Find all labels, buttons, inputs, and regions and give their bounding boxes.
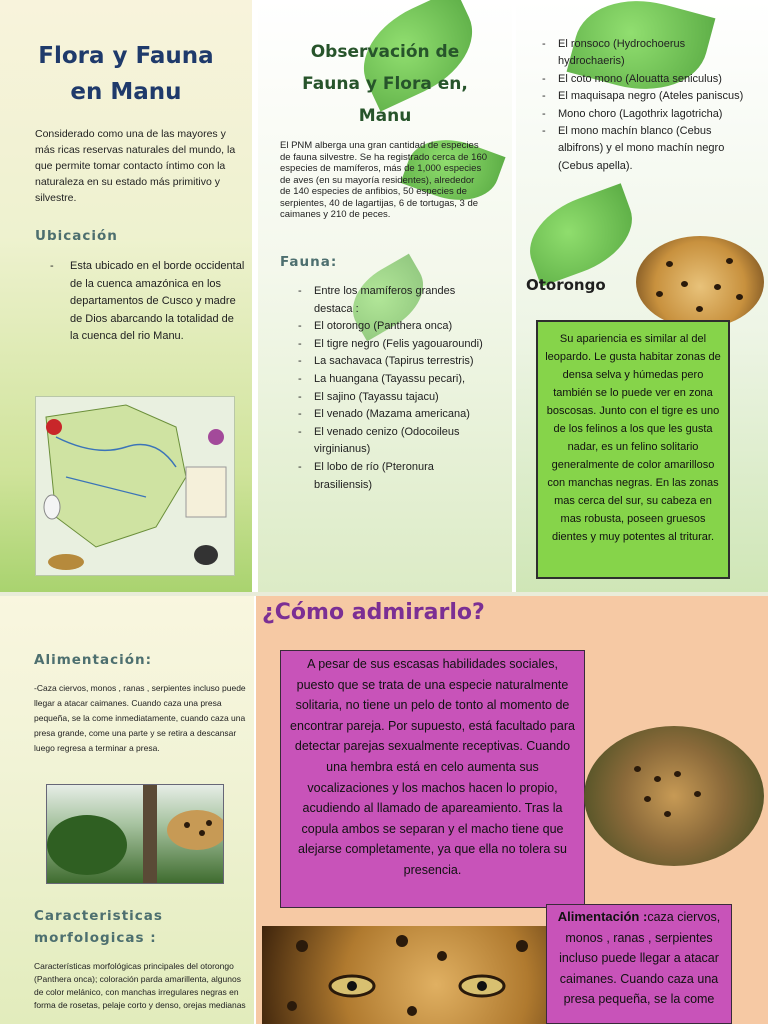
list-item: - El lobo de río (Pteronura brasiliensis) (296, 459, 486, 494)
list-item: - El mono machín blanco (Cebus albifrons) y el mono machín negro (Cebus apella). (540, 123, 745, 175)
jaguar-face-image (636, 236, 764, 328)
jaguar-with-prey-image (584, 726, 764, 866)
list-item: - Esta ubicado en el borde occidental de la cuenca amazónica en los departamentos de Cusco y madre de Dios abarcando la totalidad de la cuenca del rio Manu. (50, 258, 245, 346)
alimentacion-box-text: caza ciervos, monos , ranas , serpientes incluso puede llegar a atacar caimanes. Cuando caza una presa pequeña, se la come (559, 910, 721, 1007)
fauna-list (296, 283, 486, 494)
mammal-list (540, 36, 745, 175)
alimentacion-label: Alimentación : (557, 909, 648, 924)
observacion-title (258, 36, 512, 132)
list-item: - La sachavaca (Tapirus terrestris) (296, 353, 486, 371)
pnm-text: El PNM alberga una gran cantidad de especies de fauna silvestre. Se ha registrado cerca de 160 especies de mamíferos, más de 1,000 especies de aves (en su mayoría residentes), alrededor de 140 especies de anfibios, 50 especies de serpientes, 40 de lagartijas, 6 de tortugas, 3 de caimanes y 210 de peces. (280, 140, 488, 220)
list-item: - Mono choro (Lagothrix lagotricha) (540, 106, 745, 123)
leaf-decoration (517, 183, 644, 286)
como-admirarlo-heading: ¿Cómo admirarlo? (262, 600, 485, 625)
heading-line: morfologicas : (34, 930, 157, 946)
mating-description-box: A pesar de sus escasas habilidades sociales, puesto que se trata de una especie naturalmente solitaria, no tiene un pelo de tonto al momento de encontrar pareja. Por supuesto, está facultado para detectar parejas sexualmente receptivas. Cuando una hembra está en celo aumenta sus vocalizaciones y los machos hacen lo propio, acudiendo al llamado de apareamiento. Tras la copula ambos se separan y el macho tiene que alejarse completamente, ya que ella no tolera su presencia. (280, 650, 585, 908)
ubicacion-heading: Ubicación (35, 228, 118, 244)
ubicacion-list (50, 258, 245, 346)
list-item: - La huangana (Tayassu pecari), (296, 371, 486, 389)
list-item: - El venado (Mazama americana) (296, 406, 486, 424)
title-line: en Manu (70, 79, 182, 105)
title-line: Observación de (310, 42, 460, 62)
alimentacion-heading: Alimentación: (34, 652, 153, 668)
alimentacion-text: -Caza ciervos, monos , ranas , serpientes incluso puede llegar a atacar caimanes. Cuando caza una presa pequeña, se la come inmediatamente, cuando caza una presa grande, come una parte y se retira a descansar luego regresa a terminar a presa. (34, 683, 246, 753)
heading-line: Caracteristicas (34, 908, 163, 924)
title-line: Manu (358, 106, 412, 126)
list-item: - El ronsoco (Hydrochoerus hydrochaeris) (540, 36, 745, 71)
jaguar-in-tree-image (46, 784, 224, 884)
list-item: - El venado cenizo (Odocoileus virginianus) (296, 424, 486, 459)
fauna-heading: Fauna: (280, 254, 338, 270)
caracteristicas-heading (34, 905, 163, 949)
otorongo-heading: Otorongo (526, 276, 606, 294)
list-item: - El maquisapa negro (Ateles paniscus) (540, 88, 745, 105)
list-item: - El sajino (Tayassu tajacu) (296, 389, 486, 407)
list-item: - El otorongo (Panthera onca) (296, 318, 486, 336)
title-line: Flora y Fauna (38, 43, 214, 69)
list-item: - El coto mono (Alouatta seniculus) (540, 71, 745, 88)
intro-text: Considerado como una de las mayores y más ricas reservas naturales del mundo, la que permite tomar contacto íntimo con la naturaleza en su estado más primitivo y silvestre. (35, 128, 236, 204)
caracteristicas-text: Características morfológicas principales del otorongo (Panthera onca); coloración parda amarillenta, algunos de color melánico, con manchas irregulares negras en forma de rosetas, pelaje corto y denso, orejas medianas (34, 961, 246, 1010)
manu-map-image (35, 396, 235, 576)
alimentacion-box (546, 904, 732, 1024)
list-item: - Entre los mamíferos grandes destaca : (296, 283, 486, 318)
page-title (0, 38, 252, 110)
otorongo-description-box: Su apariencia es similar al del leopardo. Le gusta habitar zonas de densa selva y húmedas pero también se lo puede ver en zona boscosas. Junto con el tigre es uno de los felinos a los que les gusta nadar, es un felino solitario generalmente de color amarilloso con manchas negras. En las zonas mas cerca del sur, su cabeza en mas robusta, poseen gruesos dientes y muy potentes al triturar. (536, 320, 730, 579)
title-line: Fauna y Flora en, (302, 74, 468, 94)
jaguar-eyes-image (262, 926, 552, 1024)
list-item: - El tigre negro (Felis yagouaroundi) (296, 336, 486, 354)
